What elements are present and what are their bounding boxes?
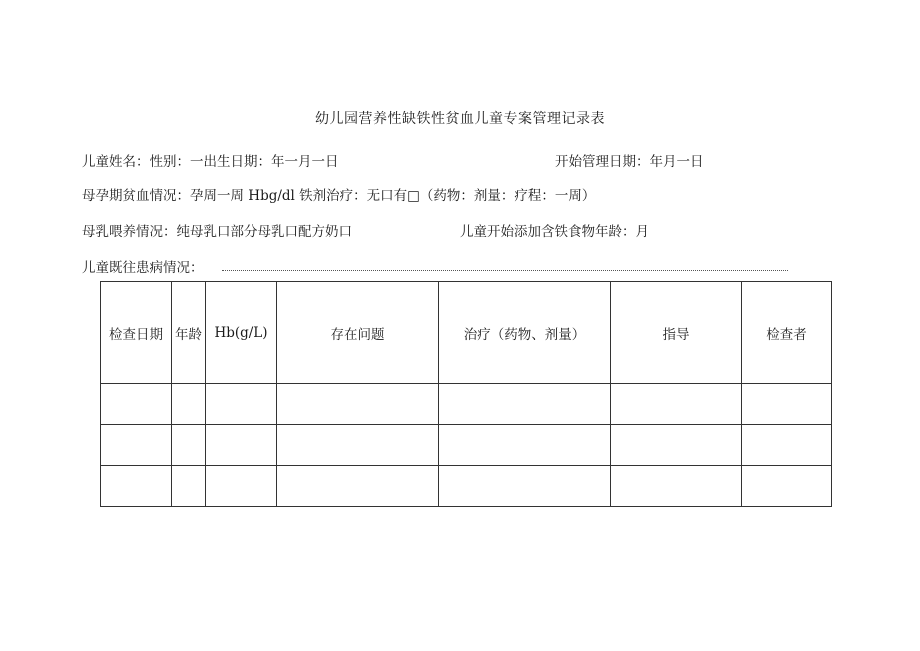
- table-cell[interactable]: [439, 425, 611, 466]
- table-cell[interactable]: [172, 384, 206, 425]
- form-title: 幼儿园营养性缺铁性贫血儿童专案管理记录表: [315, 111, 605, 127]
- header-guidance: 指导: [611, 282, 742, 384]
- breastfeeding-line: 母乳喂养情况：纯母乳口部分母乳口配方奶口: [82, 224, 352, 240]
- iron-food-age-line: 儿童开始添加含铁食物年龄：月: [460, 224, 649, 240]
- table-cell[interactable]: [172, 466, 206, 507]
- table-cell[interactable]: [742, 466, 832, 507]
- table-cell[interactable]: [439, 466, 611, 507]
- child-info-line: 儿童姓名：性别：一出生日期：年一月一日: [82, 154, 339, 170]
- table-cell[interactable]: [742, 384, 832, 425]
- table-cell[interactable]: [611, 425, 742, 466]
- table-row: [101, 425, 832, 466]
- header-treatment: 治疗（药物、剂量）: [439, 282, 611, 384]
- header-age: 年龄: [172, 282, 206, 384]
- medical-history-label: 儿童既往患病情况：: [82, 260, 204, 276]
- table-cell[interactable]: [206, 466, 277, 507]
- table-cell[interactable]: [277, 425, 439, 466]
- table-cell[interactable]: [101, 466, 172, 507]
- header-exam-date: 检查日期: [101, 282, 172, 384]
- table-cell[interactable]: [206, 384, 277, 425]
- table-header-row: [101, 282, 832, 384]
- record-table: [100, 281, 832, 507]
- table-cell[interactable]: [101, 384, 172, 425]
- medical-history-field[interactable]: [222, 270, 788, 271]
- table-cell[interactable]: [277, 466, 439, 507]
- table-cell[interactable]: [742, 425, 832, 466]
- table-cell[interactable]: [101, 425, 172, 466]
- table-cell[interactable]: [439, 384, 611, 425]
- table-row: [101, 466, 832, 507]
- table-cell[interactable]: [277, 384, 439, 425]
- header-examiner: 检查者: [742, 282, 832, 384]
- pregnancy-anemia-line: 母孕期贫血情况：孕周一周 Hbg/dl 铁剂治疗：无口有□（药物：剂量：疗程：一周）: [82, 188, 596, 204]
- table-row: [101, 384, 832, 425]
- table-cell[interactable]: [611, 384, 742, 425]
- header-hb: Hb(g/L): [206, 282, 277, 384]
- start-date-line: 开始管理日期：年月一日: [555, 154, 704, 170]
- table-cell[interactable]: [172, 425, 206, 466]
- header-problems: 存在问题: [277, 282, 439, 384]
- table-cell[interactable]: [611, 466, 742, 507]
- table-cell[interactable]: [206, 425, 277, 466]
